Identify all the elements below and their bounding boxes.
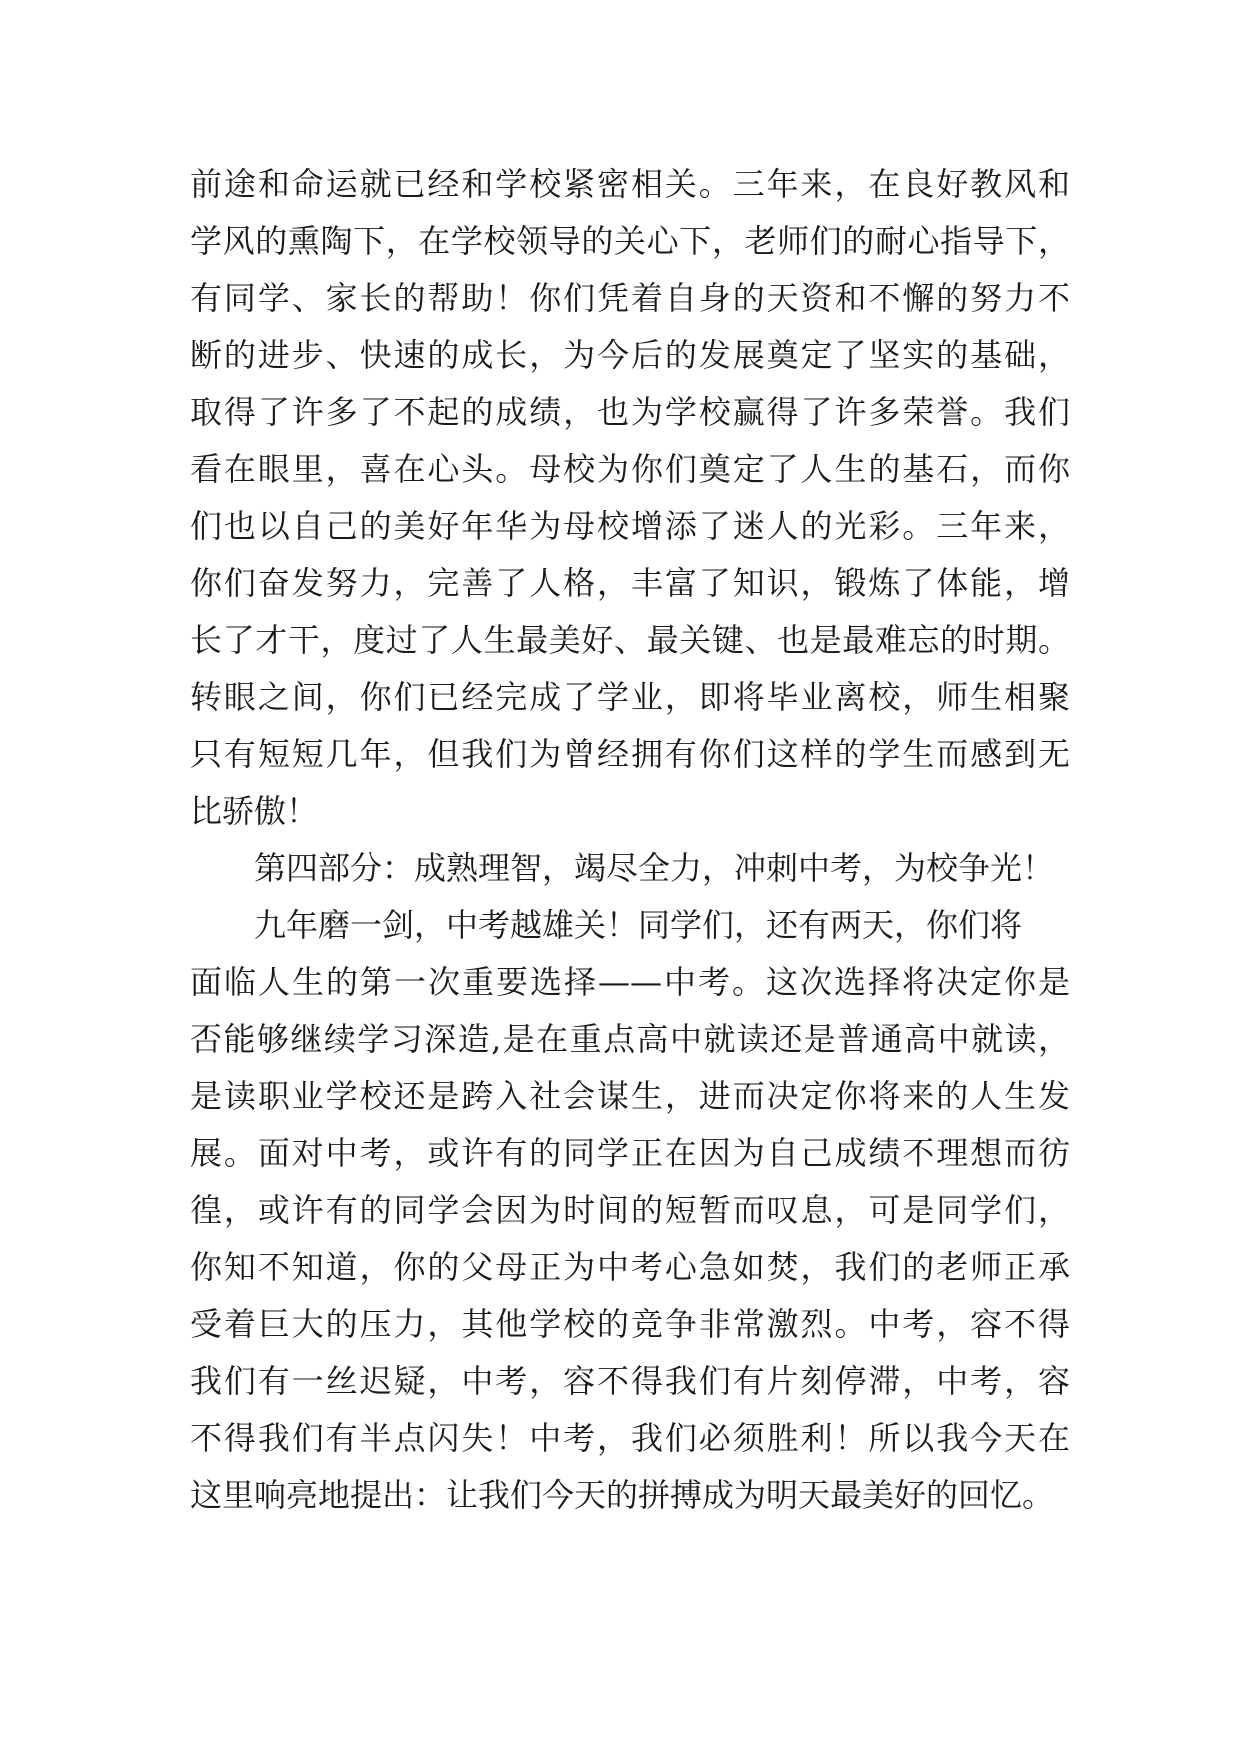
paragraph-first-line: 九年磨一剑，中考越雄关！同学们，还有两天，你们将 xyxy=(254,906,1023,944)
text-line: 徨，或许有的同学会因为时间的短暂而叹息，可是同学们， xyxy=(190,1191,1070,1229)
text-line: 转眼之间，你们已经完成了学业，即将毕业离校，师生相聚 xyxy=(190,678,1070,716)
text-line: 看在眼里，喜在心头。母校为你们奠定了人生的基石，而你 xyxy=(190,450,1070,488)
section-heading: 第四部分：成熟理智，竭尽全力，冲刺中考，为校争光！ xyxy=(254,849,1055,887)
body-text xyxy=(190,156,1070,1524)
text-line: 只有短短几年，但我们为曾经拥有你们这样的学生而感到无 xyxy=(190,735,1070,773)
text-line: 否能够继续学习深造,是在重点高中就读还是普通高中就读， xyxy=(190,1020,1070,1058)
text-line: 取得了许多了不起的成绩，也为学校赢得了许多荣誉。我们 xyxy=(190,393,1070,431)
text-line: 不得我们有半点闪失！中考，我们必须胜利！所以我今天在 xyxy=(190,1419,1070,1457)
text-line: 长了才干，度过了人生最美好、最关键、也是最难忘的时期。 xyxy=(190,621,1070,659)
text-line: 前途和命运就已经和学校紧密相关。三年来，在良好教风和 xyxy=(190,165,1070,203)
text-line: 学风的熏陶下，在学校领导的关心下，老师们的耐心指导下， xyxy=(190,222,1070,260)
text-line: 面临人生的第一次重要选择——中考。这次选择将决定你是 xyxy=(190,963,1070,1001)
text-line: 你们奋发努力，完善了人格，丰富了知识，锻炼了体能，增 xyxy=(190,564,1070,602)
text-line: 有同学、家长的帮助！你们凭着自身的天资和不懈的努力不 xyxy=(190,279,1070,317)
text-line: 比骄傲！ xyxy=(190,792,319,830)
text-line: 你知不知道，你的父母正为中考心急如焚，我们的老师正承 xyxy=(190,1248,1070,1286)
text-line: 是读职业学校还是跨入社会谋生，进而决定你将来的人生发 xyxy=(190,1077,1070,1115)
text-line: 这里响亮地提出：让我们今天的拼搏成为明天最美好的回忆。 xyxy=(190,1476,1055,1514)
text-line: 我们有一丝迟疑，中考，容不得我们有片刻停滞，中考，容 xyxy=(190,1362,1070,1400)
text-line: 断的进步、快速的成长，为今后的发展奠定了坚实的基础， xyxy=(190,336,1070,374)
text-line: 展。面对中考，或许有的同学正在因为自己成绩不理想而彷 xyxy=(190,1134,1070,1172)
text-line: 受着巨大的压力，其他学校的竞争非常激烈。中考，容不得 xyxy=(190,1305,1070,1343)
text-line: 们也以自己的美好年华为母校增添了迷人的光彩。三年来， xyxy=(190,507,1070,545)
